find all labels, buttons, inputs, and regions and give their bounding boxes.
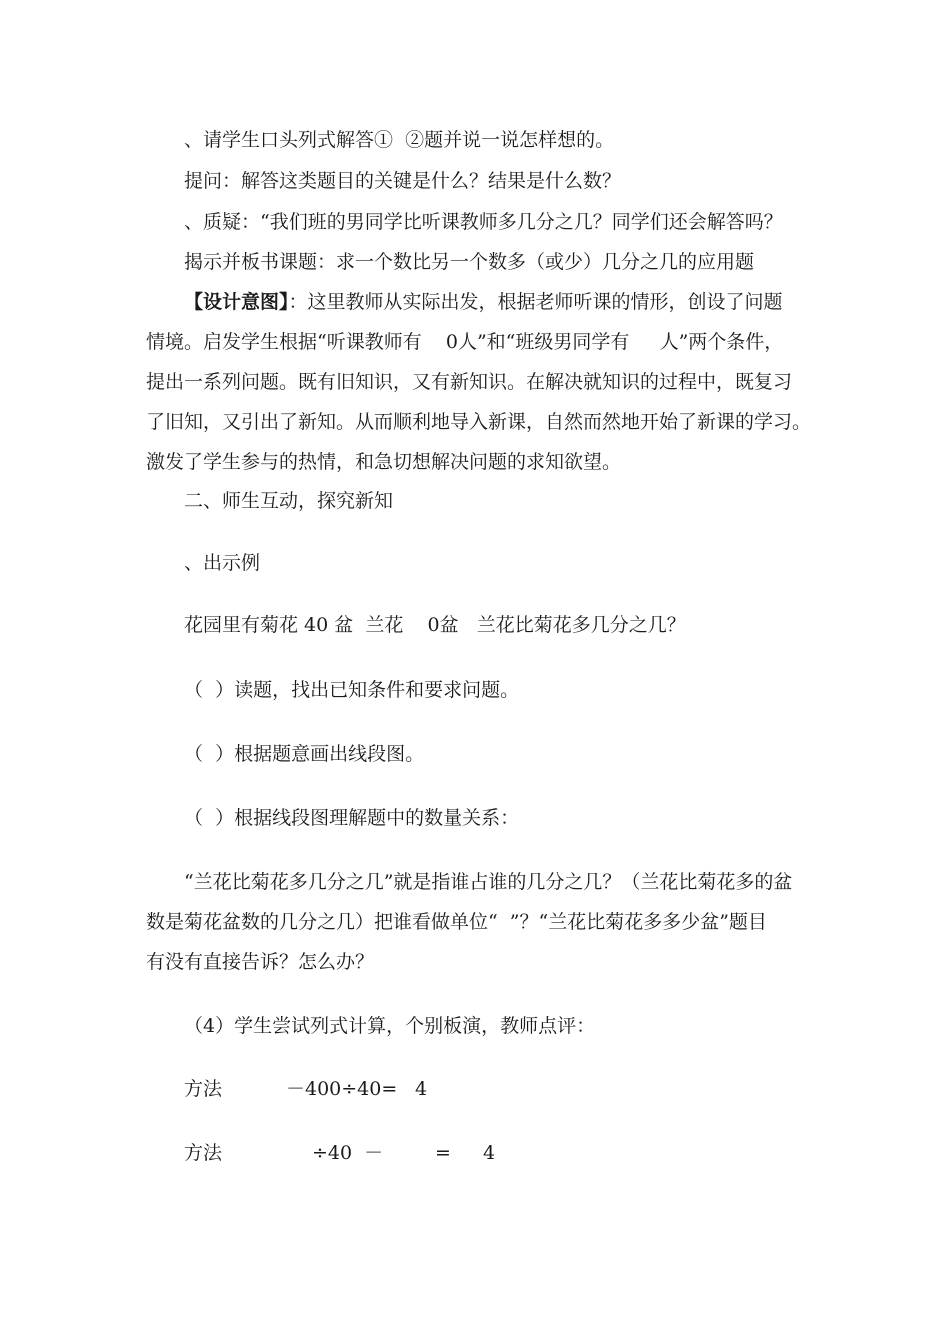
- design-intent-text: ：这里教师从实际出发，根据老师听课的情形，创设了问题: [288, 291, 783, 313]
- method-1-label: 方法: [184, 1078, 223, 1100]
- design-intent-line-3: 提出一系列问题。既有旧知识，又有新知识。在解决就知识的过程中，既复习: [146, 371, 793, 393]
- method-2-result: 4: [483, 1142, 496, 1164]
- step-2: （ ）根据题意画出线段图。: [184, 743, 425, 765]
- method-2-equals: =: [435, 1142, 451, 1164]
- design-intent-line-5: 激发了学生参与的热情，和急切想解决问题的求知欲望。: [146, 451, 622, 473]
- example-problem: 花园里有菊花 40 盆 兰花 0盆 兰花比菊花多几分之几？: [184, 614, 686, 636]
- method-2-label: 方法: [184, 1142, 223, 1164]
- step-1: （ ）读题，找出已知条件和要求问题。: [184, 679, 520, 701]
- quantity-question-line-3: 有没有直接告诉？怎么办？: [146, 951, 375, 973]
- example-title: 、出示例: [184, 552, 261, 574]
- design-intent-label: 【设计意图】: [184, 291, 289, 313]
- step-3: （ ）根据线段图理解题中的数量关系：: [184, 807, 520, 829]
- step-4: （4）学生尝试列式计算，个别板演，教师点评：: [184, 1015, 596, 1037]
- method-1-result: 4: [415, 1078, 428, 1100]
- method-1-formula: －400÷40=: [286, 1078, 398, 1100]
- quantity-question-line-2: 数是菊花盆数的几分之几）把谁看做单位“ ”？“兰花比菊花多多少盆”题目: [146, 911, 767, 933]
- design-intent-line-2: 情境。启发学生根据“听课教师有 0人”和“班级男同学有 人”两个条件，: [146, 331, 784, 353]
- design-intent-line-1: [184, 290, 783, 314]
- paragraph-question-key: 提问：解答这类题目的关键是什么？结果是什么数？: [184, 170, 622, 192]
- section-heading-2: 二、师生互动，探究新知: [184, 490, 394, 512]
- paragraph-oral-answer: 、请学生口头列式解答① ②题并说一说怎样想的。: [184, 129, 615, 151]
- paragraph-lesson-title: 揭示并板书课题：求一个数比另一个数多（或少）几分之几的应用题: [184, 251, 755, 273]
- paragraph-doubt: 、质疑：“我们班的男同学比听课教师多几分之几？同学们还会解答吗？: [184, 211, 783, 233]
- quantity-question-line-1: “兰花比菊花多几分之几”就是指谁占谁的几分之几？（兰花比菊花多的盆: [184, 871, 793, 893]
- method-2-formula: ÷40 －: [312, 1142, 384, 1164]
- design-intent-line-4: 了旧知，又引出了新知。从而顺利地导入新课，自然而然地开始了新课的学习。: [146, 411, 812, 433]
